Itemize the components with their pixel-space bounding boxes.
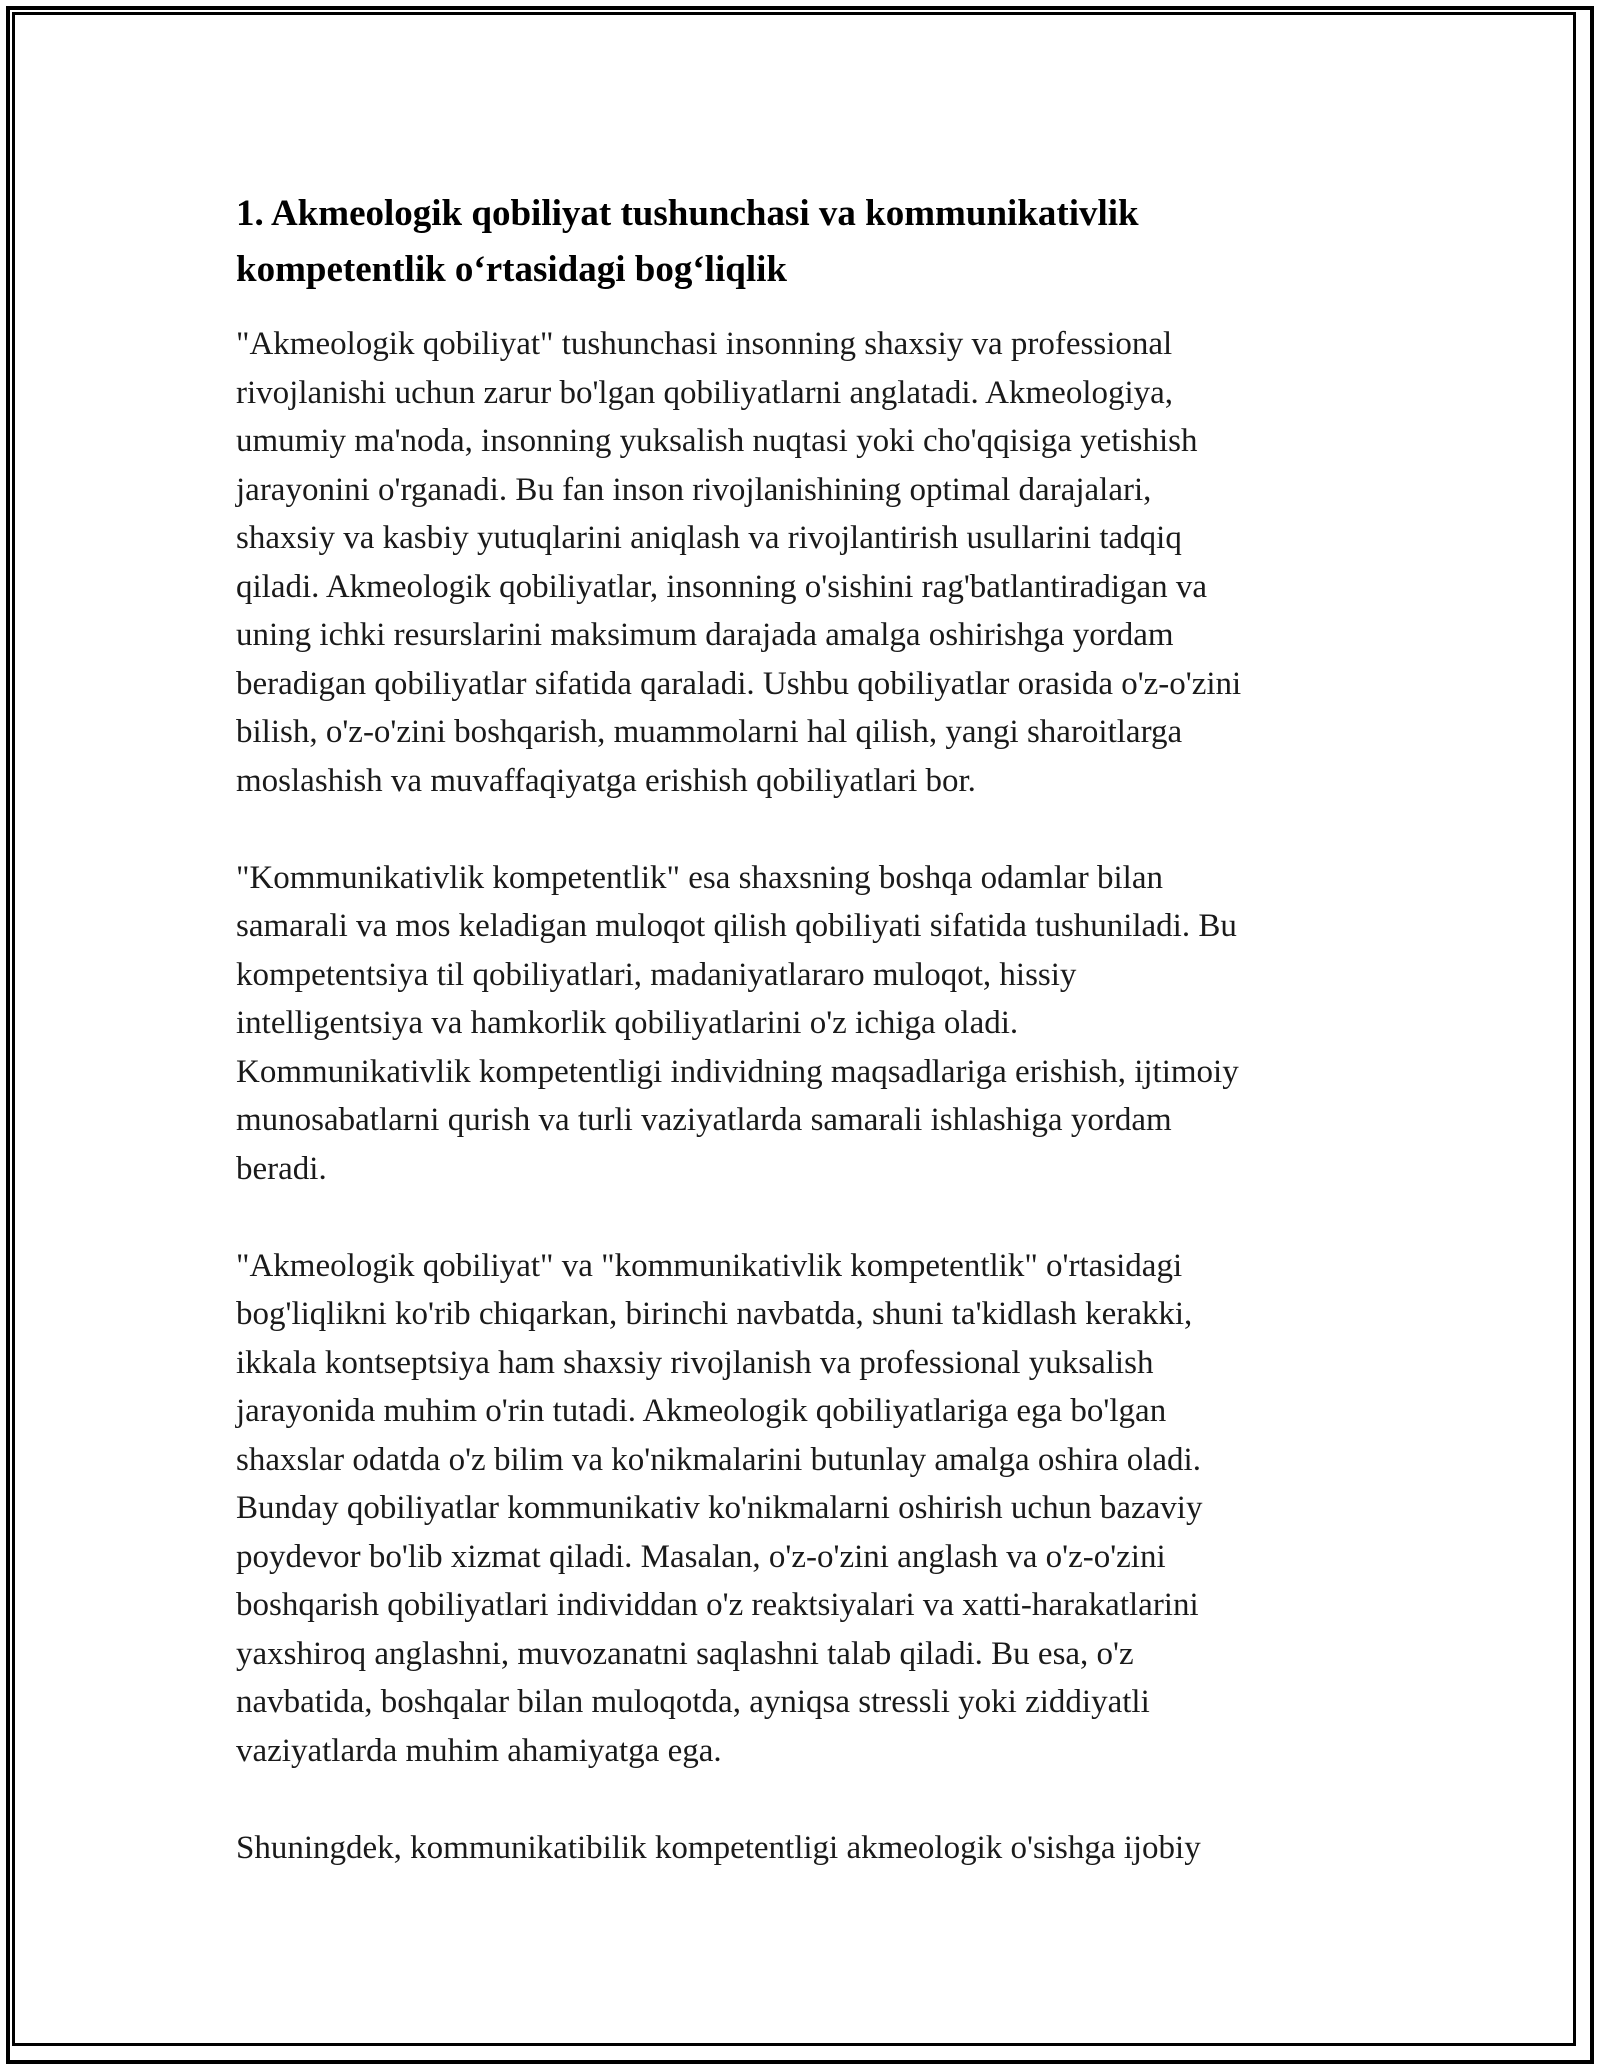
text-line: vaziyatlarda muhim ahamiyatga ega. [236,1732,722,1769]
text-line: beradi. [236,1150,327,1187]
text-line: jarayonini o'rganadi. Bu fan inson rivojlanishining optimal darajalari, [236,471,1152,508]
text-line: "Kommunikativlik kompetentlik" esa shaxsning boshqa odamlar bilan [236,859,1163,896]
text-line: uning ichki resurslarini maksimum darajada amalga oshirishga yordam [236,617,1174,653]
text-line: jarayonida muhim o'rin tutadi. Akmeologik qobiliyatlariga ega bo'lgan [236,1393,1167,1429]
text-line: "Akmeologik qobiliyat" va "kommunikativlik kompetentlik" o'rtasidagi [236,1247,1183,1284]
paragraph-kommunikativlik-kompetentlik [236,854,1366,1194]
text-line: intelligentsiya va hamkorlik qobiliyatlarini o'z ichiga oladi. [236,1005,1019,1041]
text-line: moslashish va muvaffaqiyatga erishish qobiliyatlari bor. [236,762,976,799]
text-line: Bunday qobiliyatlar kommunikativ ko'nikmalarni oshirish uchun bazaviy [236,1490,1203,1526]
document-body [236,186,1366,1921]
text-line: kompetentsiya til qobiliyatlari, madaniyatlararo muloqot, hissiy [236,956,1077,993]
text-line: navbatida, boshqalar bilan muloqotda, ayniqsa stressli yoki ziddiyatli [236,1684,1150,1720]
text-line: umumiy ma'noda, insonning yuksalish nuqtasi yoki cho'qqisiga yetishish [236,423,1198,459]
text-line: beradigan qobiliyatlar sifatida qaraladi. Ushbu qobiliyatlar orasida o'z-o'zini [236,665,1242,702]
paragraph-akmeologik-qobiliyat [236,320,1366,805]
text-line: munosabatlarni qurish va turli vaziyatlarda samarali ishlashiga yordam [236,1102,1172,1138]
text-line: bog'liqlikni ko'rib chiqarkan, birinchi navbatda, shuni ta'kidlash kerakki, [236,1296,1193,1332]
text-line: rivojlanishi uchun zarur bo'lgan qobiliyatlarni anglatadi. Akmeologiya, [236,374,1174,411]
section-heading [236,186,1366,298]
text-line: bilish, o'z-o'zini boshqarish, muammolarni hal qilish, yangi sharoitlarga [236,714,1183,750]
text-line: shaxsiy va kasbiy yutuqlarini aniqlash va rivojlantirish usullarini tadqiq [236,520,1182,556]
text-line: Shuningdek, kommunikatibilik kompetentligi akmeologik o'sishga ijobiy [236,1829,1201,1866]
text-line: poydevor bo'lib xizmat qiladi. Masalan, o'z-o'zini anglash va o'z-o'zini [236,1538,1166,1575]
heading-line: 1. Akmeologik qobiliyat tushunchasi va kommunikativlik [236,193,1139,234]
paragraph-boglanish [236,1242,1366,1776]
text-line: "Akmeologik qobiliyat" tushunchasi insonning shaxsiy va professional [236,326,1173,362]
paragraph-shuningdek [236,1824,1366,1873]
text-line: boshqarish qobiliyatlari individdan o'z reaktsiyalari va xatti-harakatlarini [236,1587,1199,1623]
text-line: yaxshiroq anglashni, muvozanatni saqlashni talab qiladi. Bu esa, o'z [236,1635,1134,1672]
text-line: shaxslar odatda o'z bilim va ko'nikmalarini butunlay amalga oshira oladi. [236,1441,1201,1478]
text-line: ikkala kontseptsiya ham shaxsiy rivojlanish va professional yuksalish [236,1344,1154,1381]
text-line: qiladi. Akmeologik qobiliyatlar, insonning o'sishini rag'batlantiradigan va [236,568,1208,605]
heading-line: kompetentlik o‘rtasidagi bog‘liqlik [236,249,787,290]
text-line: samarali va mos keladigan muloqot qilish qobiliyati sifatida tushuniladi. Bu [236,908,1237,944]
text-line: Kommunikativlik kompetentligi individning maqsadlariga erishish, ijtimoiy [236,1053,1239,1090]
